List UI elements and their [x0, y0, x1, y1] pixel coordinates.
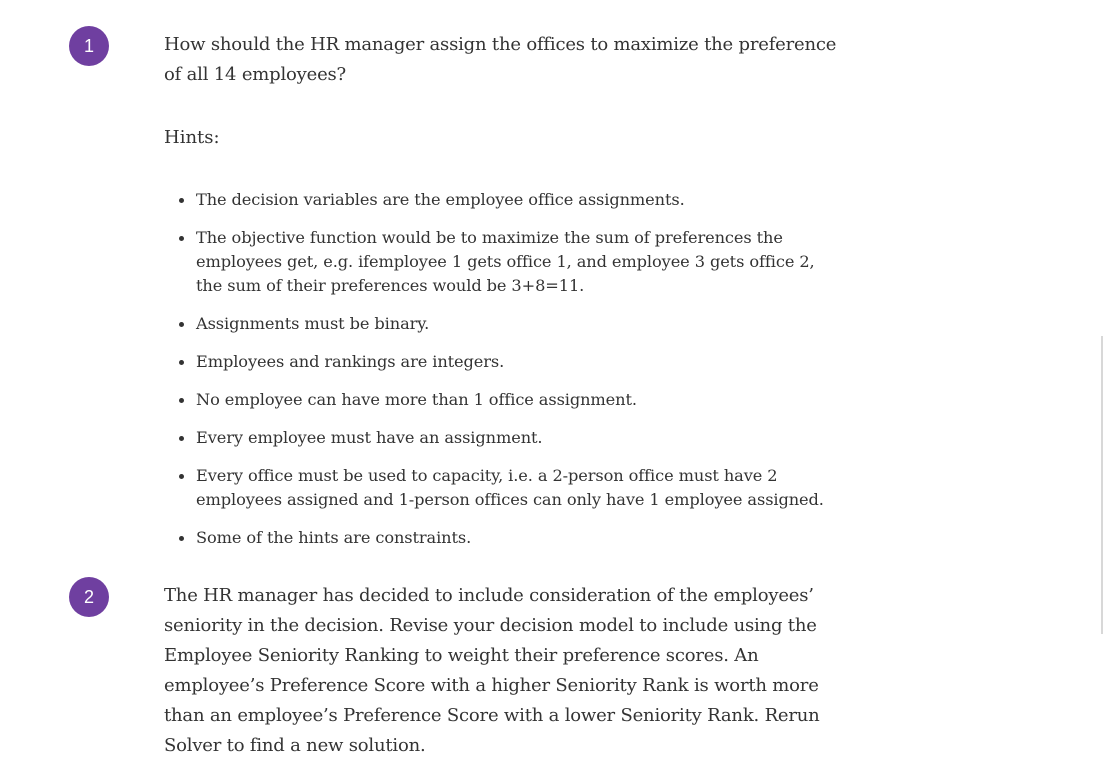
- hint-item: The objective function would be to maximize the sum of preferences the employees get, e.g. ifemployee 1 gets office 1, and employee 3 gets office 2, the sum of their preferences would be 3+8=11.: [164, 226, 844, 298]
- step-1-content: [164, 30, 844, 547]
- step-question: The HR manager has decided to include consideration of the employees’ seniority in the decision. Revise your decision model to include using the Employee Seniority Ranking to weight their preference scores. An employee’s Preference Score with a higher Seniority Rank is worth more than an employee’s Preference Score with a lower Seniority Rank. Rerun Solver to find a new solution.: [164, 585, 820, 756]
- hints-list: [164, 188, 844, 564]
- step-number-badge: 1: [69, 26, 109, 66]
- hint-item: Assignments must be binary.: [164, 312, 844, 336]
- step-2-content: [164, 581, 844, 761]
- hint-item: No employee can have more than 1 office assignment.: [164, 388, 844, 412]
- hint-item: Every office must be used to capacity, i.e. a 2-person office must have 2 employees assigned and 1-person offices can only have 1 employee assigned.: [164, 464, 844, 512]
- hint-item: Some of the hints are constraints.: [164, 526, 844, 550]
- scrollbar-track[interactable]: [1101, 336, 1103, 634]
- hint-item: Employees and rankings are integers.: [164, 350, 844, 374]
- hints-label: Hints:: [164, 127, 220, 148]
- step-number-badge: 2: [69, 577, 109, 617]
- hint-item: The decision variables are the employee office assignments.: [164, 188, 844, 212]
- step-question: How should the HR manager assign the offices to maximize the preference of all 14 employees?: [164, 34, 837, 85]
- hint-item: Every employee must have an assignment.: [164, 426, 844, 450]
